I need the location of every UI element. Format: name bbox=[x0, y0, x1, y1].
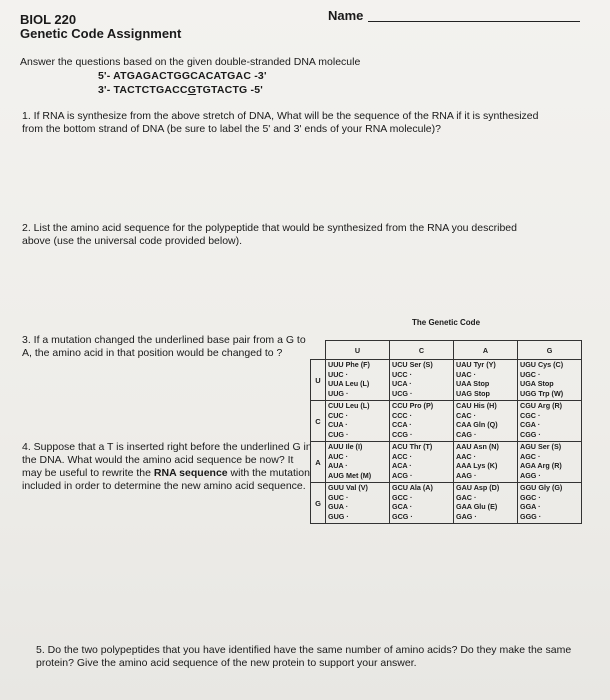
codon-entry: ACC · bbox=[392, 451, 412, 461]
question-4-text-a: 4. Suppose that a T is inserted right before the underlined G in the DNA. What would the amino acid sequence be now? It may be useful to rewrite the bbox=[22, 441, 312, 479]
codon-entry: AUU Ile (I) bbox=[328, 442, 363, 451]
codon-entry: CUG · bbox=[328, 429, 349, 439]
codon-cell bbox=[454, 442, 518, 483]
codon-entry: CGC · bbox=[520, 410, 541, 420]
codon-entry: GGG · bbox=[520, 511, 542, 521]
dna-bottom-post: TGTACTG -5' bbox=[196, 84, 263, 96]
codon-entry: AAU Asn (N) bbox=[456, 442, 499, 451]
codon-entry: CCA · bbox=[392, 420, 412, 430]
col-header: A bbox=[454, 341, 518, 360]
codon-entry: UUU Phe (F) bbox=[328, 360, 370, 369]
codon-entry: CUA · bbox=[328, 420, 348, 430]
col-header: G bbox=[518, 341, 582, 360]
codon-entry: CCG · bbox=[392, 429, 413, 439]
codon-cell bbox=[326, 442, 390, 483]
question-2: 2. List the amino acid sequence for the polypeptide that would be synthesized from the RNA you described above (use the universal code provided below). bbox=[22, 222, 517, 247]
codon-entry: UAA Stop bbox=[456, 379, 490, 389]
col-header: C bbox=[390, 341, 454, 360]
codon-entry: GGC · bbox=[520, 492, 541, 502]
codon-entry: CUC · bbox=[328, 410, 348, 420]
codon-entry: CGU Arg (R) bbox=[520, 401, 563, 410]
codon-entry: UGC · bbox=[520, 369, 541, 379]
genetic-code-table bbox=[310, 340, 582, 524]
codon-entry: UUG · bbox=[328, 388, 349, 398]
codon-entry: GAG · bbox=[456, 511, 477, 521]
codon-cell bbox=[454, 401, 518, 442]
course-code: BIOL 220 bbox=[20, 12, 77, 27]
dna-bottom-strand bbox=[98, 84, 263, 96]
codon-cell bbox=[454, 483, 518, 524]
codon-entry: CCC · bbox=[392, 410, 412, 420]
codon-entry: CAU His (H) bbox=[456, 401, 497, 410]
codon-entry: AUC · bbox=[328, 451, 348, 461]
genetic-code-title: The Genetic Code bbox=[412, 318, 481, 327]
codon-entry: GAA Glu (E) bbox=[456, 502, 498, 512]
codon-cell bbox=[454, 360, 518, 401]
codon-entry: ACG · bbox=[392, 470, 413, 480]
codon-cell bbox=[326, 483, 390, 524]
codon-entry: UUC · bbox=[328, 369, 348, 379]
codon-entry: AAG · bbox=[456, 470, 477, 480]
codon-entry: CCU Pro (P) bbox=[392, 401, 434, 410]
dna-top-strand: 5'- ATGAGACTGGCACATGAC -3' bbox=[98, 70, 267, 82]
name-label: Name bbox=[328, 8, 364, 23]
codon-entry: GUC · bbox=[328, 492, 349, 502]
codon-entry: AGC · bbox=[520, 451, 541, 461]
codon-entry: UGA Stop bbox=[520, 379, 554, 389]
codon-entry: GAU Asp (D) bbox=[456, 483, 500, 492]
codon-entry: CGG · bbox=[520, 429, 541, 439]
codon-cell bbox=[518, 360, 582, 401]
codon-entry: AAA Lys (K) bbox=[456, 461, 498, 471]
question-5: 5. Do the two polypeptides that you have identified have the same number of amino acids? Do they make the same protein? Give the amino acid sequence of the new protein to support your answer. bbox=[36, 644, 572, 669]
col-header: U bbox=[326, 341, 390, 360]
codon-entry: CAC · bbox=[456, 410, 476, 420]
codon-entry: AUG Met (M) bbox=[328, 470, 372, 480]
genetic-code-row bbox=[311, 483, 582, 524]
codon-entry: AGU Ser (S) bbox=[520, 442, 562, 451]
codon-entry: GUG · bbox=[328, 511, 349, 521]
codon-entry: ACA · bbox=[392, 461, 412, 471]
codon-entry: GCA · bbox=[392, 502, 413, 512]
codon-entry: CAG · bbox=[456, 429, 477, 439]
codon-entry: GUU Val (V) bbox=[328, 483, 368, 492]
codon-entry: ACU Thr (T) bbox=[392, 442, 433, 451]
question-4-bold: RNA sequence bbox=[153, 467, 228, 479]
codon-cell bbox=[518, 483, 582, 524]
codon-cell bbox=[518, 401, 582, 442]
codon-entry: UCA · bbox=[392, 379, 412, 389]
dna-bottom-pre: 3'- TACTCTGACC bbox=[98, 84, 188, 96]
codon-cell bbox=[390, 442, 454, 483]
codon-entry: UAG Stop bbox=[456, 388, 490, 398]
intro-text: Answer the questions based on the given double-stranded DNA molecule bbox=[20, 56, 361, 68]
codon-entry: UGU Cys (C) bbox=[520, 360, 564, 369]
codon-cell bbox=[390, 401, 454, 442]
question-1: 1. If RNA is synthesize from the above stretch of DNA, What will be the sequence of the RNA if it is synthesized from the bottom strand of DNA (be sure to label the 5' and 3' ends of your RNA molecule)? bbox=[22, 110, 539, 135]
corner-cell bbox=[311, 341, 326, 360]
question-4-text-b: with the mutation included in order to determine the new amino acid sequence. bbox=[22, 467, 310, 492]
codon-entry: GGA · bbox=[520, 502, 541, 512]
codon-entry: AUA · bbox=[328, 461, 348, 471]
codon-entry: GCG · bbox=[392, 511, 413, 521]
assignment-title: Genetic Code Assignment bbox=[20, 26, 182, 41]
codon-entry: GGU Gly (G) bbox=[520, 483, 563, 492]
row-header: G bbox=[311, 483, 326, 524]
codon-entry: UAC · bbox=[456, 369, 476, 379]
codon-entry: CAA Gln (Q) bbox=[456, 420, 498, 430]
codon-entry: CGA · bbox=[520, 420, 541, 430]
codon-entry: AGA Arg (R) bbox=[520, 461, 562, 471]
codon-entry: UCC · bbox=[392, 369, 412, 379]
codon-cell bbox=[390, 483, 454, 524]
codon-entry: GAC · bbox=[456, 492, 477, 502]
codon-entry: UAU Tyr (Y) bbox=[456, 360, 496, 369]
codon-cell bbox=[518, 442, 582, 483]
question-4 bbox=[22, 441, 312, 493]
codon-entry: UUA Leu (L) bbox=[328, 379, 370, 389]
codon-entry: GUA · bbox=[328, 502, 349, 512]
codon-cell bbox=[326, 401, 390, 442]
codon-entry: UCU Ser (S) bbox=[392, 360, 433, 369]
codon-entry: AGG · bbox=[520, 470, 541, 480]
genetic-code-row bbox=[311, 360, 582, 401]
row-header: A bbox=[311, 442, 326, 483]
codon-entry: UCG · bbox=[392, 388, 413, 398]
genetic-code-row bbox=[311, 442, 582, 483]
name-blank-line[interactable] bbox=[368, 21, 580, 22]
genetic-code-row bbox=[311, 401, 582, 442]
codon-entry: GCU Ala (A) bbox=[392, 483, 433, 492]
codon-entry: AAC · bbox=[456, 451, 476, 461]
codon-cell bbox=[326, 360, 390, 401]
row-header: C bbox=[311, 401, 326, 442]
codon-entry: GCC · bbox=[392, 492, 413, 502]
row-header: U bbox=[311, 360, 326, 401]
codon-entry: CUU Leu (L) bbox=[328, 401, 370, 410]
underlined-base: G bbox=[187, 84, 197, 96]
genetic-code-header-row bbox=[311, 341, 582, 360]
codon-cell bbox=[390, 360, 454, 401]
question-3: 3. If a mutation changed the underlined base pair from a G to A, the amino acid in that position would be changed to ? bbox=[22, 334, 306, 359]
codon-entry: UGG Trp (W) bbox=[520, 388, 564, 398]
